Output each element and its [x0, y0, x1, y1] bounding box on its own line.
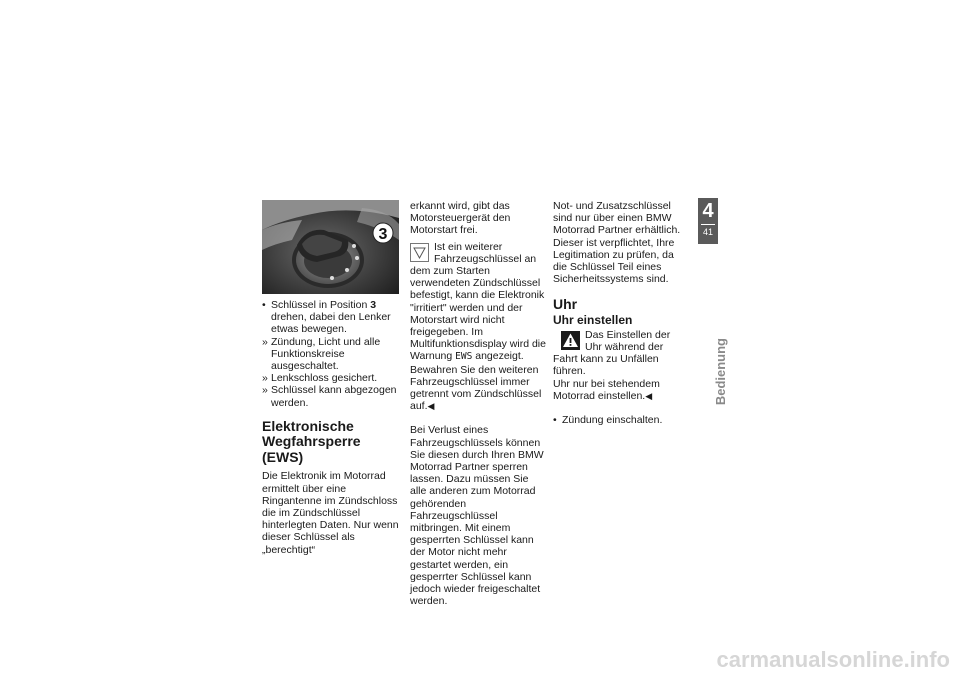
column-2 [410, 200, 546, 608]
paragraph: Not- und Zusatzschlüssel sind nur über einen BMW Motorrad Partner erhältlich. Dieser ist verpflichtet, Ihre Legitimation zu prüfen, da die Schlüssel Teil eines Sicherheitssystems sind. [553, 200, 681, 286]
result-item: » Schlüssel kann abgezogen werden. [262, 384, 400, 408]
paragraph: Uhr nur bei stehendem Motorrad einstellen.◀ [553, 377, 660, 402]
section-label-text: Bedienung [713, 338, 728, 406]
note-text: Ist ein weiterer Fahrzeugschlüssel an dem zum Starten verwendeten Zündschlüssel befestigt, kann die Elektronik "irritiert" werden und der Motorstart wird nicht freigegeben. Im Multifunktionsdisplay wird die Warnung EWS angezeigt. [410, 240, 546, 363]
warning-text: Das Einstellen der Uhr während der Fahrt kann zu Unfällen führen. [553, 328, 671, 378]
warning-icon [561, 331, 580, 350]
note-triangle-icon [410, 243, 429, 262]
step-bullet: • Schlüssel in Position 3 drehen, dabei den Lenker etwas bewegen. [262, 299, 400, 336]
tab-divider [701, 224, 715, 225]
chapter-number: 4 [702, 200, 714, 222]
photo-callout-number: 3 [378, 226, 388, 243]
note-block [410, 241, 546, 364]
warning-block [553, 329, 690, 378]
paragraph: Bei Verlust eines Fahrzeugschlüssels können Sie diesen durch Ihren BMW Motorrad Partner sperren lassen. Dazu müssen Sie alle anderen zum Motorrad gehörenden Fahrzeugschlüssel mitbringen. Mit einem gesperrten Schlüssel kann der Motor nicht mehr gestartet werden, ein gesperrter Schlüssel kann jedoch wieder freigeschaltet werden. [410, 424, 544, 608]
section-heading-ews: Elektronische Wegfahrsperre (EWS) [262, 417, 361, 465]
result-item: » Zündung, Licht und alle Funktionskreise ausgeschaltet. [262, 336, 400, 373]
page-number: 41 [702, 227, 713, 237]
column-3 [553, 200, 690, 426]
watermark: carmanualsonline.info [716, 647, 950, 672]
section-heading-uhr: Uhr [553, 296, 578, 313]
paragraph: Die Elektronik im Motorrad ermittelt über eine Ringantenne im Zündschloss die im Zündschlüssel hinterlegten Daten. Nur wenn dieser Schlüssel als „berechtigt“ [262, 470, 399, 556]
step-bullet: • Zündung einschalten. [553, 414, 690, 426]
end-mark-icon: ◀ [645, 390, 653, 401]
end-mark-icon: ◀ [427, 401, 435, 412]
column-1 [262, 299, 400, 556]
paragraph: Bewahren Sie den weiteren Fahrzeugschlüssel immer getrennt vom Zündschlüssel auf.◀ [410, 363, 542, 413]
paragraph: erkannt wird, gibt das Motorsteuergerät den Motorstart frei. [410, 200, 511, 237]
subsection-heading-uhr-einstellen: Uhr einstellen [553, 312, 633, 327]
ignition-lock-photo [262, 200, 399, 294]
result-item: » Lenkschloss gesichert. [262, 372, 400, 384]
section-label [699, 338, 728, 418]
